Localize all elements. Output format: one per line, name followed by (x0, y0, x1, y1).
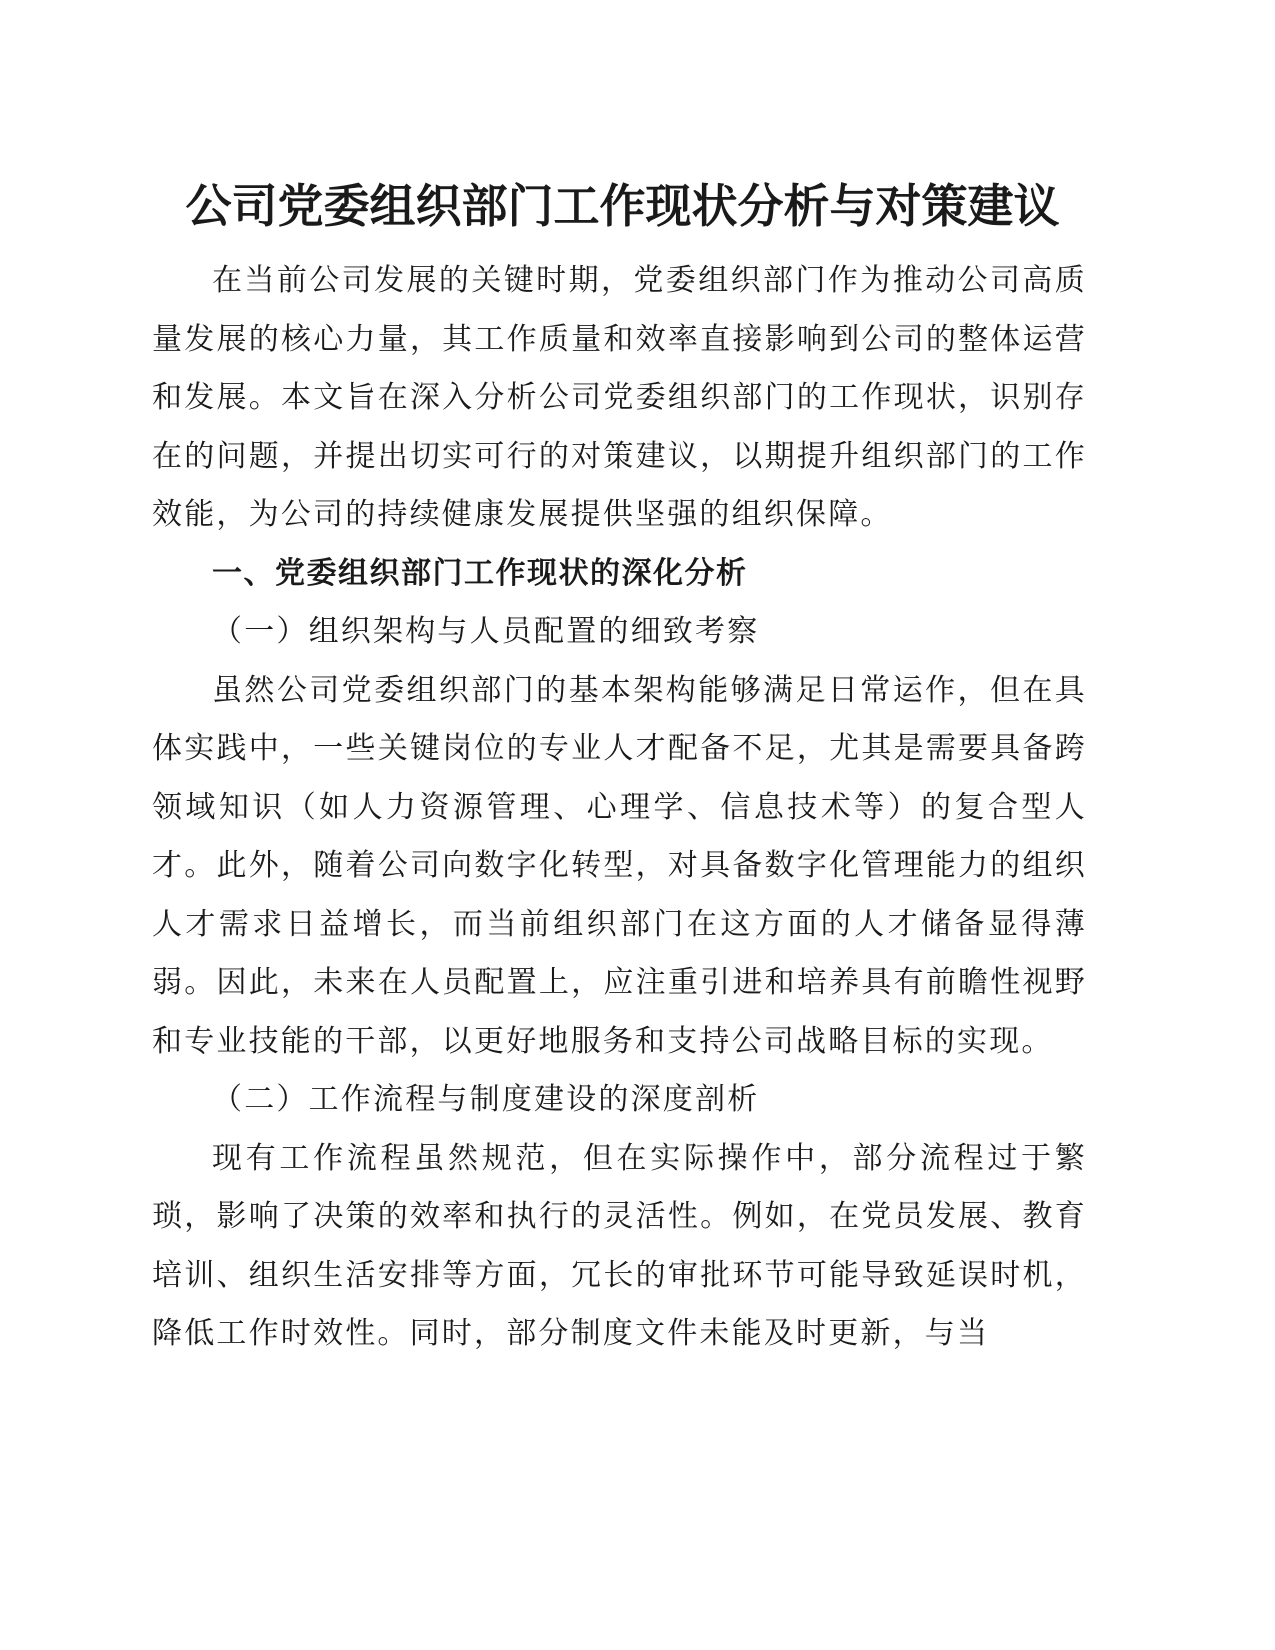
document-title: 公司党委组织部门工作现状分析与对策建议 (185, 179, 1060, 233)
section-heading-1: 一、党委组织部门工作现状的深化分析 (212, 555, 748, 591)
subsection-2-paragraph: 现有工作流程虽然规范，但在实际操作中，部分流程过于繁琐，影响了决策的效率和执行的灵活性。例如，在党员发展、教育培训、组织生活安排等方面，冗长的审批环节可能导致延误时机，降低工作时效性。同时，部分制度文件未能及时更新，与当 (152, 1140, 1087, 1351)
subsection-1-paragraph: 虽然公司党委组织部门的基本架构能够满足日常运作，但在具体实践中，一些关键岗位的专业人才配备不足，尤其是需要具备跨领域知识（如人力资源管理、心理学、信息技术等）的复合型人才。此外，随着公司向数字化转型，对具备数字化管理能力的组织人才需求日益增长，而当前组织部门在这方面的人才储备显得薄弱。因此，未来在人员配置上，应注重引进和培养具有前瞻性视野和专业技能的干部，以更好地服务和支持公司战略目标的实现。 (152, 672, 1087, 1059)
document-body (152, 252, 1087, 1364)
subsection-heading-2: （二）工作流程与制度建设的深度剖析 (212, 1082, 760, 1117)
intro-paragraph: 在当前公司发展的关键时期，党委组织部门作为推动公司高质量发展的核心力量，其工作质量和效率直接影响到公司的整体运营和发展。本文旨在深入分析公司党委组织部门的工作现状，识别存在的问题，并提出切实可行的对策建议，以期提升组织部门的工作效能，为公司的持续健康发展提供坚强的组织保障。 (152, 263, 1087, 532)
subsection-heading-1: （一）组织架构与人员配置的细致考察 (212, 614, 760, 649)
